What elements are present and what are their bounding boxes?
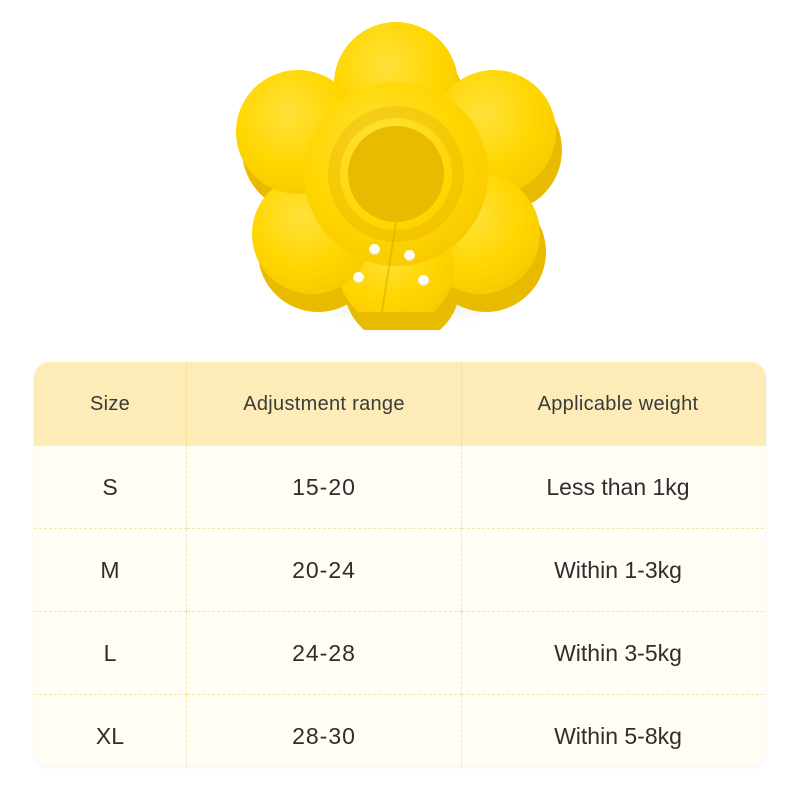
table-row bbox=[34, 446, 766, 529]
cell-size: S bbox=[34, 446, 187, 529]
cell-applicable-weight: Within 1-3kg bbox=[462, 529, 767, 612]
snap-button-icon bbox=[418, 275, 429, 286]
cell-applicable-weight: Less than 1kg bbox=[462, 446, 767, 529]
column-header-applicable-weight: Applicable weight bbox=[462, 362, 767, 446]
cell-applicable-weight: Within 3-5kg bbox=[462, 612, 767, 695]
column-header-size: Size bbox=[34, 362, 187, 446]
product-image-area bbox=[0, 0, 800, 355]
cell-adjustment-range: 24-28 bbox=[187, 612, 462, 695]
table-header-row bbox=[34, 362, 766, 446]
snap-button-icon bbox=[369, 244, 380, 255]
cell-applicable-weight: Within 5-8kg bbox=[462, 695, 767, 767]
table-body bbox=[34, 446, 766, 766]
flower-collar-illustration bbox=[232, 22, 572, 332]
table-row bbox=[34, 695, 766, 767]
cell-size: M bbox=[34, 529, 187, 612]
table-row bbox=[34, 529, 766, 612]
table-header bbox=[34, 362, 766, 446]
flower-front-layer-icon bbox=[232, 22, 560, 312]
cell-size: XL bbox=[95, 722, 125, 749]
snap-button-icon bbox=[404, 250, 415, 261]
table-row bbox=[34, 612, 766, 695]
size-chart-card bbox=[34, 362, 766, 766]
cell-size: L bbox=[34, 612, 187, 695]
column-header-adjustment-range: Adjustment range bbox=[187, 362, 462, 446]
cell-adjustment-range: 28-30 bbox=[187, 695, 462, 767]
size-chart-table bbox=[34, 362, 766, 766]
cell-adjustment-range: 15-20 bbox=[187, 446, 462, 529]
cell-adjustment-range: 20-24 bbox=[187, 529, 462, 612]
snap-button-icon bbox=[353, 272, 364, 283]
